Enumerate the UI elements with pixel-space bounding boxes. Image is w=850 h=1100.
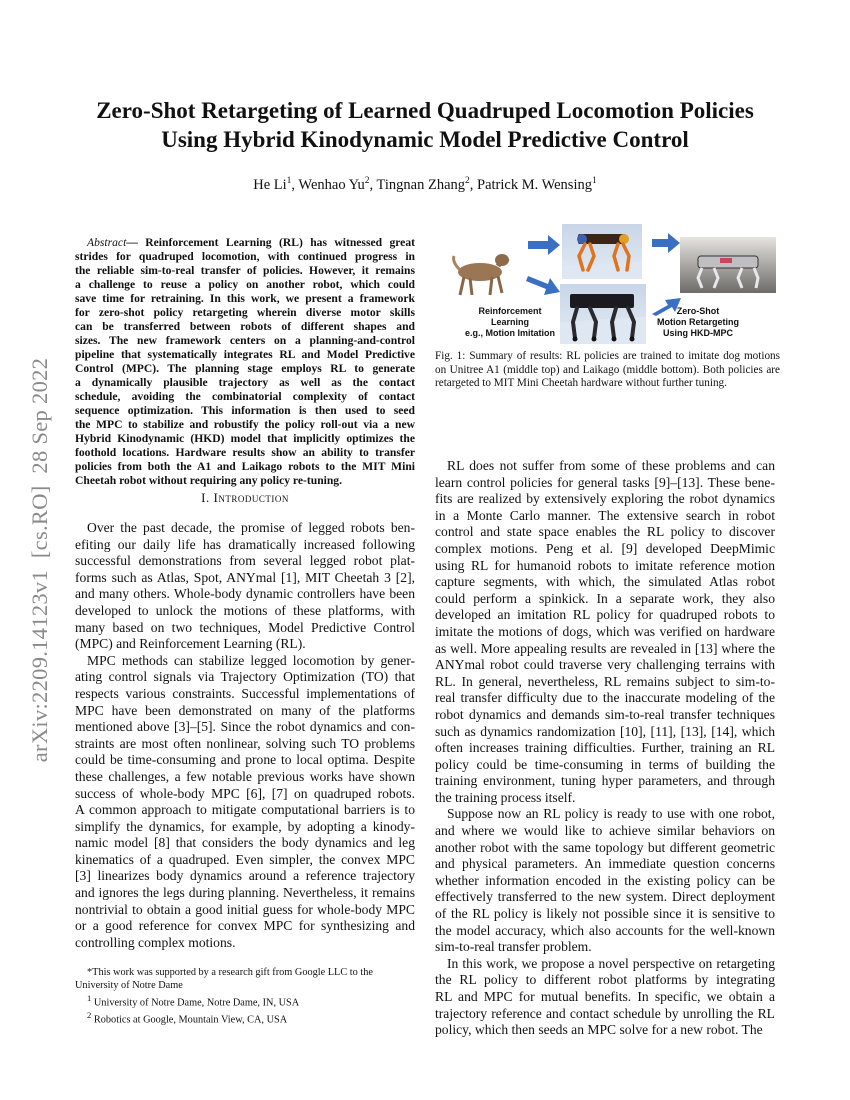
text-line: ating control signals via Trajectory Optimization (TO) that xyxy=(75,669,415,685)
text-line: ANYmal robot could traverse very challenging terrains with xyxy=(435,657,775,673)
text-line: Over the past decade, the promise of legged robots ben- xyxy=(87,520,415,535)
text-line: success of whole-body MPC [6], [7] on quadruped robots. xyxy=(75,785,415,801)
author-list xyxy=(0,176,850,194)
abstract-line: a dynamically plausible trajectory as well as the contact xyxy=(75,376,415,389)
figure-1 xyxy=(440,222,820,347)
text-line: these challenges, a few notable previous works have shown xyxy=(75,768,415,784)
label-line: Zero-Shot xyxy=(676,306,720,316)
footnote-affiliation-1 xyxy=(75,992,415,1009)
author-affiliation-sup: 1 xyxy=(286,176,292,186)
paper-title xyxy=(0,96,850,154)
text-line: simplify the dynamics, for example, by adopting a kinody- xyxy=(75,818,415,834)
author-name: He Li xyxy=(253,176,287,193)
label-line: Using HKD-MPC xyxy=(663,328,733,338)
footnote-text: University of Notre Dame, Notre Dame, IN, USA xyxy=(93,997,300,1009)
text-line: such as dynamics randomization [10], [11], [13], [14], which xyxy=(435,723,775,739)
text-line: imitate the motions of dogs, which was verified on hardware xyxy=(435,623,775,639)
author-name: Wenhao Yu xyxy=(298,176,365,193)
label-line: Reinforcement xyxy=(478,306,542,316)
author-separator: , xyxy=(469,176,478,193)
author xyxy=(298,177,376,193)
text-line: of the RL policy is likely not possible since it is sensitive to xyxy=(435,906,775,922)
text-line: successful demonstrations from several legged robot plat- xyxy=(75,553,415,569)
text-line: RL. In general, nevertheless, RL remains subject to sim-to- xyxy=(435,673,775,689)
left-column-body xyxy=(75,520,415,951)
label-line: Motion Retargeting xyxy=(657,317,739,327)
paragraph xyxy=(435,956,775,1039)
label-line: Learning xyxy=(490,317,529,327)
footnote-funding-cont: University of Notre Dame xyxy=(75,980,183,991)
text-line: policy, which then seeds an MPC solve for a new robot. The xyxy=(435,1022,763,1038)
text-line: and physical parameters. An immediate question concerns xyxy=(435,856,775,872)
text-line: as well. More appealing results are revealed in [13] where the xyxy=(435,640,775,656)
text-line: training environment, tuning hyper parameters, and through xyxy=(435,773,775,789)
text-line: the training process itself. xyxy=(435,789,576,805)
author xyxy=(253,177,298,193)
footnote-funding: *This work was supported by a research gift from Google LLC to the xyxy=(87,967,373,978)
abstract-line: pipeline that systematically integrates RL and Model Predictive xyxy=(75,348,415,361)
abstract-line: policies from both the A1 and Laikago robots to the MIT Mini xyxy=(75,460,415,473)
footnote-text: Robotics at Google, Mountain View, CA, USA xyxy=(93,1014,288,1026)
text-line: A common approach to mitigate computational barriers is to xyxy=(75,802,415,818)
text-line: MPC have been demonstrated on many of the platforms xyxy=(75,702,415,718)
dog-image xyxy=(454,254,509,295)
arxiv-stamp: arXiv:2209.14123v1 [cs.RO] 28 Sep 2022 xyxy=(27,357,52,763)
author xyxy=(477,177,597,193)
text-line: complex motions. Peng et al. [9] developed DeepMimic xyxy=(435,540,775,556)
text-line: kinematics of a quadruped. Even simpler, the convex MPC xyxy=(75,851,415,867)
text-line: namic model [8] that considers the body dynamics and leg xyxy=(75,835,415,851)
text-line: and many others. Whole-body dynamic controllers have been xyxy=(75,586,415,602)
footnote-sup: 2 xyxy=(87,1010,92,1021)
caption-line: Fig. 1: Summary of results: RL policies are trained to imitate dog motions xyxy=(435,350,780,362)
abstract-text: — Reinforcement Learning (RL) has witnessed great xyxy=(126,236,415,249)
text-line: respects various constraints. Successful implementations of xyxy=(75,685,415,701)
author-name: Tingnan Zhang xyxy=(376,176,466,193)
text-line: using RL for humanoid robots to imitate reference motion xyxy=(435,557,775,573)
author xyxy=(377,177,477,193)
text-line: or a good reference for convex MPC for synthesizing and xyxy=(75,918,415,934)
text-line: Suppose now an RL policy is ready to use with one robot, xyxy=(447,806,775,822)
abstract-line: Cheetah robot without requiring any policy re-tuning. xyxy=(75,474,343,487)
text-line: and where we would like to achieve similar behaviors on xyxy=(435,823,775,839)
text-line: effectively transferred to the new system. Direct deployment xyxy=(435,889,775,905)
text-line: forms such as Atlas, Spot, ANYmal [1], MIT Cheetah 3 [2], xyxy=(75,569,415,585)
text-line: the RL policy to different robot platforms by integrating xyxy=(435,972,775,988)
label-line: e.g., Motion Imitation xyxy=(465,328,555,338)
text-line: trajectory reference and contact schedule by unrolling the RL xyxy=(435,1005,775,1021)
text-line: sim-to-real transfer problem. xyxy=(435,939,592,955)
mini-cheetah-hardware-image xyxy=(680,237,776,293)
text-line: could perform a spinkick. In a separate work, they also xyxy=(435,590,775,606)
text-line: in a Monte Carlo manner. The extensive search in robot xyxy=(435,507,775,523)
text-line: whether information encoded in the existing policy can be xyxy=(435,872,775,888)
abstract-line: the reliable sim-to-real transfer of policies. However, it remains xyxy=(75,264,415,277)
abstract-line: a challenge to reuse a policy on another robot, which could xyxy=(75,278,415,291)
caption-line: retargeted to MIT Mini Cheetah hardware without further tuning. xyxy=(435,377,727,390)
footnote-affiliation-2 xyxy=(75,1009,415,1026)
abstract-line: strides for quadruped locomotion, with continued progress in xyxy=(75,250,415,263)
text-line: MPC methods can stabilize legged locomotion by gener- xyxy=(87,652,415,668)
text-line: capture segments, with which, the simulated Atlas robot xyxy=(435,574,775,590)
abstract-line: for zero-shot policy retargeting wherein diverse motor skills xyxy=(75,306,415,319)
abstract-label: Abstract xyxy=(87,236,127,249)
abstract xyxy=(75,236,415,488)
text-line: often increases training difficulties. Further, training an RL xyxy=(435,740,775,756)
unitree-a1-sim-image xyxy=(562,224,642,279)
author-separator: , xyxy=(369,176,377,193)
paragraph xyxy=(75,653,415,952)
laikago-sim-image xyxy=(560,284,646,344)
text-line: efiting our daily life has dramatically increased following xyxy=(75,536,415,552)
text-line: developed to unlock the motions of these platforms, with xyxy=(75,602,415,618)
abstract-line: the MPC to stabilize and robustify the policy roll-out via a new xyxy=(75,418,415,431)
figure-label-left xyxy=(454,306,566,339)
text-line: (MPC) and Reinforcement Learning (RL). xyxy=(75,636,306,652)
author-name: Patrick M. Wensing xyxy=(477,176,592,193)
text-line: mentioned above [3]–[5]. Since the robot dynamics and con- xyxy=(75,719,415,735)
right-column-body xyxy=(435,458,775,1039)
text-line: RL and MPC for mutual benefits. In specific, we obtain a xyxy=(435,989,775,1004)
section-heading-introduction: I. Introduction xyxy=(201,490,289,505)
text-line: learn control policies for general tasks [9]–[13]. These bene- xyxy=(435,474,775,490)
author-affiliation-sup: 2 xyxy=(465,176,470,186)
text-line: many based on two techniques, Model Predictive Control xyxy=(75,619,415,635)
text-line: controlling complex motions. xyxy=(75,934,236,950)
abstract-line: schedule, avoiding the combinatorial complexity of contact xyxy=(75,390,415,403)
text-line: the model accuracy, which also accounts for the well-known xyxy=(435,922,775,938)
abstract-line: foothold locations. Hardware results show an ability to transfer xyxy=(75,446,415,459)
text-line: straints are most often nonlinear, solving such TO problems xyxy=(75,735,415,751)
abstract-line: can be transferred between robots of different shapes and xyxy=(75,320,415,333)
title-line-1: Zero-Shot Retargeting of Learned Quadruped Locomotion Policies xyxy=(96,98,754,123)
text-line: In this work, we propose a novel perspective on retargeting xyxy=(447,955,775,971)
title-line-2: Using Hybrid Kinodynamic Model Predictive Control xyxy=(161,127,689,152)
abstract-line: sequence optimization. This information is then used to seed xyxy=(75,404,415,417)
abstract-line: Control (MPC). The planning stage employs RL to generate xyxy=(75,362,415,375)
text-line: another robot with the same topology but different geometric xyxy=(435,839,775,855)
text-line: nontrivial to obtain a good initial guess for whole-body MPC xyxy=(75,901,415,917)
figure-1-caption xyxy=(435,350,780,391)
figure-label-right xyxy=(648,306,748,339)
paragraph xyxy=(435,458,775,806)
caption-line: on Unitree A1 (middle top) and Laikago (middle bottom). Both policies are xyxy=(435,363,780,376)
abstract-line: sizes. The new framework centers on a planning-and-control xyxy=(75,334,415,347)
paragraph xyxy=(435,806,775,955)
text-line: robot dynamics and demands sim-to-real transfer techniques xyxy=(435,706,775,722)
footnotes xyxy=(75,966,415,1027)
text-line: control and state space enables the RL policy to discover xyxy=(435,524,775,540)
abstract-line: Hybrid Kinodynamic (HKD) model that implicitly optimizes the xyxy=(75,432,415,445)
paragraph xyxy=(75,520,415,653)
text-line: policy could be time-consuming in terms of building the xyxy=(435,756,775,772)
text-line: could be time-consuming and prone to local optima. Despite xyxy=(75,752,415,768)
text-line: RL does not suffer from some of these problems and can xyxy=(447,458,775,473)
text-line: real transfer difficulty due to the inaccurate modeling of the xyxy=(435,690,775,706)
author-affiliation-sup: 2 xyxy=(364,176,370,186)
text-line: developed an imitation RL policy for quadruped robots to xyxy=(435,607,775,623)
text-line: and ignores the legs during planning. Nevertheless, it remains xyxy=(75,885,415,901)
author-separator: , xyxy=(291,176,299,193)
text-line: fits are realized by extensively exploring the robot dynamics xyxy=(435,491,775,507)
abstract-line xyxy=(75,236,415,250)
text-line: [3] linearizes body dynamics around a reference trajectory xyxy=(75,868,415,884)
footnote-sup: 1 xyxy=(87,993,92,1003)
abstract-line: save time for retraining. In this work, we present a framework xyxy=(75,292,415,305)
author-affiliation-sup: 1 xyxy=(591,176,597,186)
